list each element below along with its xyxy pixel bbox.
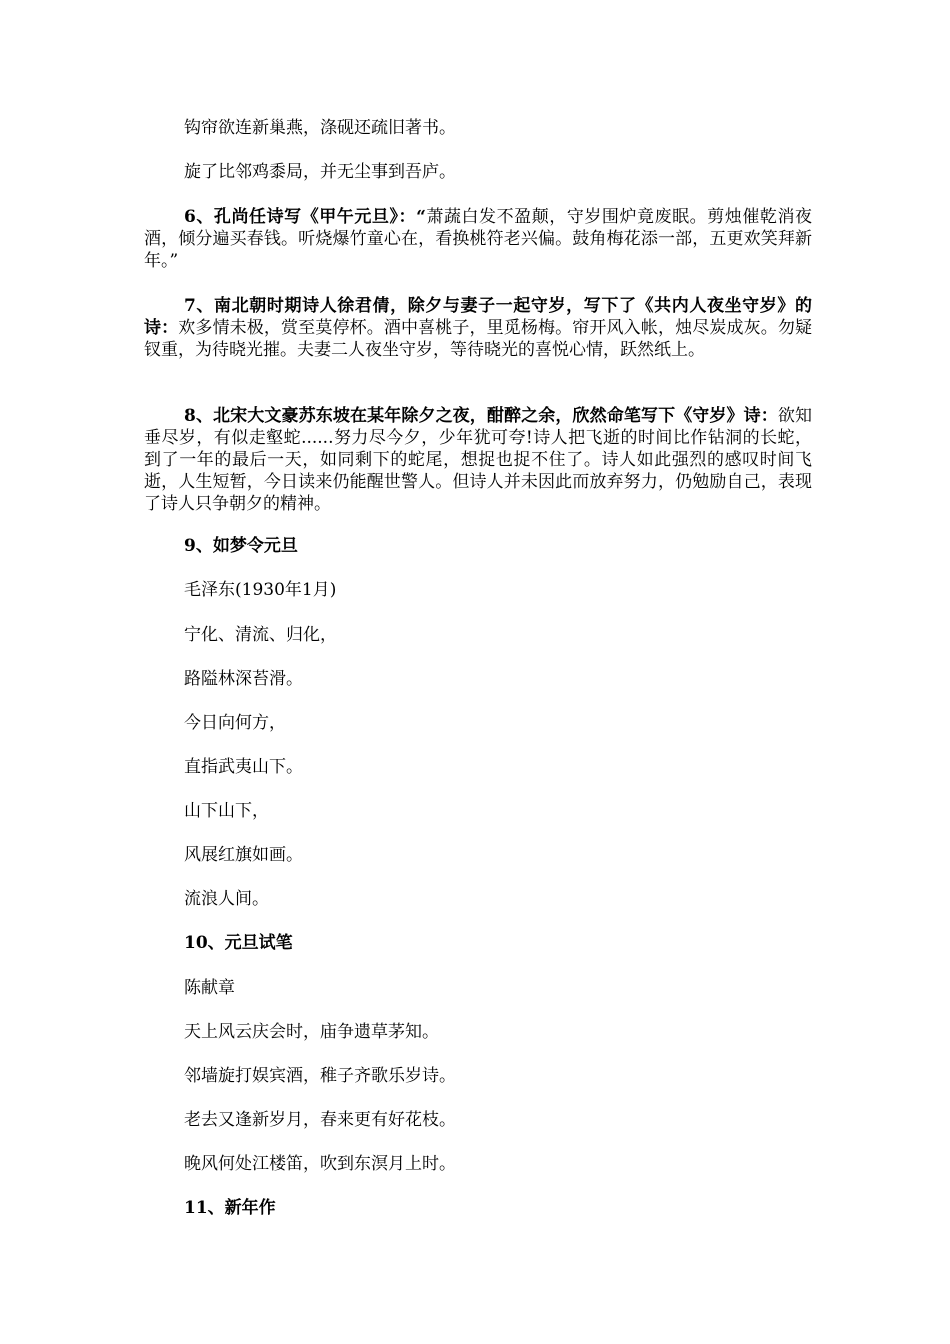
poem-line: 天上风云庆会时，庙争遗草茅知。 <box>184 1022 439 1042</box>
poem-line: 直指武夷山下。 <box>184 757 303 777</box>
item-7-text: 欢多情未极，赏至莫停杯。酒中喜桃子，里觅杨梅。帘开风入帐，烛尽炭成灰。勿疑钗重，为待晓光摧。夫妻二人夜坐守岁，等待晓光的喜悦心情，跃然纸上。 <box>144 318 813 360</box>
item-10-author: 陈献章 <box>184 978 235 998</box>
poem-line: 风展红旗如画。 <box>184 845 303 865</box>
item-7-heading: 7、南北朝时期诗人徐君倩，除夕与妻子一起守岁，写下了《共内人夜坐守岁》的诗： <box>144 296 812 338</box>
item-8-text: 欲知垂尽岁，有似走壑蛇......努力尽今夕，少年犹可夸!诗人把飞逝的时间比作钻洞的长蛇，到了一年的最后一天，如同剩下的蛇尾，想捉也捉不住了。诗人如此强烈的感叹时间飞逝，人生短暂，今日读来仍能醒世警人。但诗人并未因此而放弃努力，仍勉励自己，表现了诗人只争朝夕的精神。 <box>144 406 813 514</box>
item-11-heading: 11、新年作 <box>184 1198 276 1218</box>
poem-line: 流浪人间。 <box>184 889 269 909</box>
poem-line: 山下山下， <box>184 801 269 821</box>
poem-line: 今日向何方， <box>184 713 286 733</box>
poem-line: 路隘林深苔滑。 <box>184 669 303 689</box>
item-9-author: 毛泽东(1930年1月) <box>184 580 337 600</box>
poem-line: 旋了比邻鸡黍局，并无尘事到吾庐。 <box>184 162 456 182</box>
poem-line: 晚风何处江楼笛，吹到东溟月上时。 <box>184 1154 456 1174</box>
item-8-paragraph <box>144 405 812 515</box>
item-10-heading: 10、元旦试笔 <box>184 933 293 953</box>
item-6-heading: 6、孔尚任诗写《甲午元旦》：“ <box>184 207 426 227</box>
poem-line: 老去又逢新岁月，春来更有好花枝。 <box>184 1110 456 1130</box>
poem-line: 钩帘欲连新巢燕，涤砚还疏旧著书。 <box>184 118 456 138</box>
item-6-paragraph <box>144 206 812 272</box>
item-7-paragraph <box>144 295 812 361</box>
poem-line: 邻墙旋打娱宾酒，稚子齐歌乐岁诗。 <box>184 1066 456 1086</box>
item-8-heading: 8、北宋大文豪苏东坡在某年除夕之夜，酣醉之余，欣然命笔写下《守岁》诗： <box>184 406 778 426</box>
poem-line: 宁化、清流、归化， <box>184 625 337 645</box>
item-6-text: 萧蔬白发不盈颠，守岁围炉竟废眠。剪烛催乾消夜酒，倾分遍买春钱。听烧爆竹童心在，看换桃符老兴偏。鼓角梅花添一部，五更欢笑拜新年。” <box>144 207 812 271</box>
item-9-heading: 9、如梦令元旦 <box>184 536 298 556</box>
